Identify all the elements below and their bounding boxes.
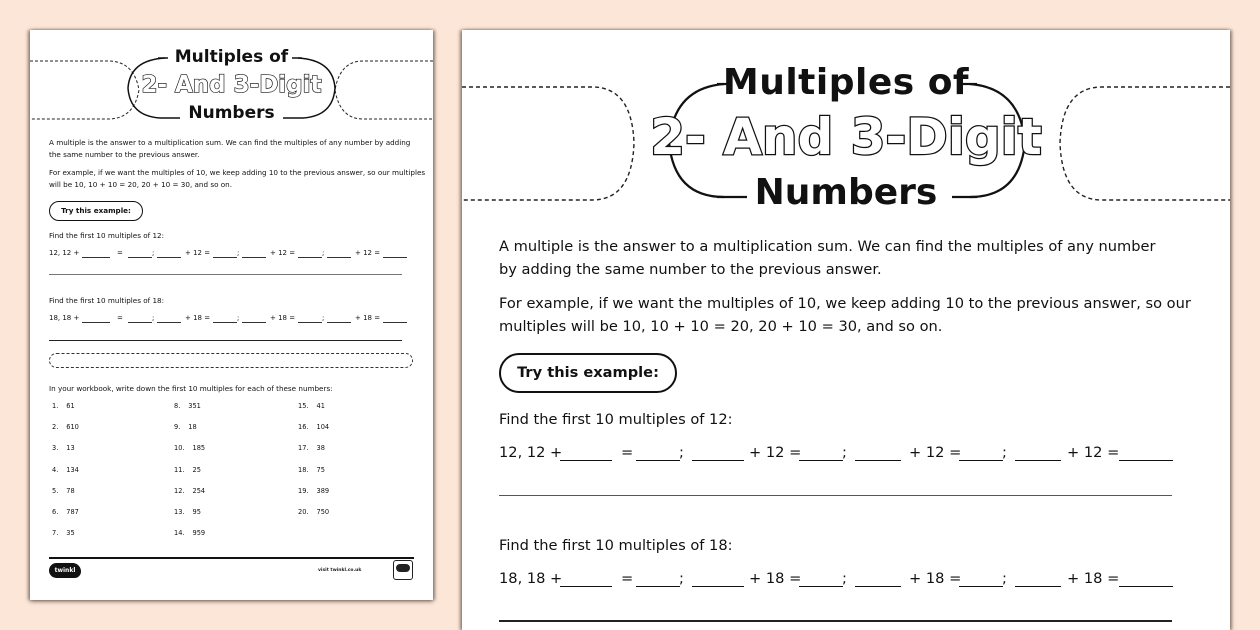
list-item: 3. 13 [52, 444, 75, 452]
title-banner [462, 30, 1230, 220]
example-paragraph [499, 292, 1209, 338]
answer-blank[interactable] [855, 444, 901, 461]
equation-row-18 [499, 570, 1177, 592]
separator: ; [237, 249, 240, 257]
list-item: 12. 254 [174, 487, 206, 495]
separator: ; [842, 444, 847, 461]
list-item: 20. 750 [298, 508, 330, 516]
equation-row-12 [49, 249, 405, 260]
visit-link[interactable]: visit twinkl.co.uk [318, 568, 362, 573]
question-prompt-12: Find the first 10 multiples of 12: [499, 411, 733, 428]
step-text: + 12 = [909, 444, 962, 461]
answer-blank[interactable] [692, 570, 744, 587]
list-instruction: In your workbook, write down the first 10 multiples for each of these numbers: [49, 384, 333, 393]
list-item: 17. 38 [298, 444, 325, 452]
separator: ; [679, 444, 684, 461]
equals-sign: = [117, 249, 123, 257]
separator: ; [1002, 570, 1007, 587]
separator: ; [322, 249, 325, 257]
answer-blank[interactable] [383, 249, 407, 258]
question-prompt-18: Find the first 10 multiples of 18: [49, 296, 165, 305]
step-text: + 18 = [909, 570, 962, 587]
list-item: 4. 134 [52, 466, 79, 474]
answer-blank[interactable] [636, 570, 680, 587]
answer-blank[interactable] [959, 444, 1003, 461]
step-text: + 12 = [1067, 444, 1120, 461]
list-item: 18. 75 [298, 466, 325, 474]
separator: ; [1002, 444, 1007, 461]
separator: ; [152, 249, 155, 257]
example-line-1: For example, if we want the multiples of 10, we keep adding 10 to the previous answer, so our [499, 295, 1191, 312]
footer-divider [49, 557, 414, 559]
answer-blank[interactable] [327, 314, 351, 323]
list-item: 1. 61 [52, 402, 75, 410]
equation-start: 18, 18 + [499, 570, 563, 587]
title-line-3: Numbers [188, 103, 275, 123]
try-example-button[interactable]: Try this example: [49, 201, 143, 221]
equation-start: 12, 12 + [499, 444, 563, 461]
list-item: 6. 787 [52, 508, 79, 516]
answer-blank[interactable] [213, 249, 240, 258]
answer-blank[interactable] [855, 570, 901, 587]
answer-blank[interactable] [157, 314, 181, 323]
step-text: + 18 = [270, 314, 296, 322]
equals-sign: = [621, 444, 634, 461]
title-line-3: Numbers [754, 172, 938, 213]
answer-blank[interactable] [1015, 570, 1061, 587]
step-text: + 12 = [355, 249, 381, 257]
list-item: 14. 959 [174, 529, 206, 537]
answer-blank[interactable] [383, 314, 407, 323]
step-text: + 18 = [1067, 570, 1120, 587]
separator: ; [322, 314, 325, 322]
step-text: + 18 = [749, 570, 802, 587]
answer-blank[interactable] [157, 249, 181, 258]
answer-blank[interactable] [560, 570, 612, 587]
list-item: 2. 610 [52, 423, 79, 431]
answer-line[interactable] [499, 620, 1172, 622]
separator: ; [679, 570, 684, 587]
title-banner [30, 30, 433, 130]
answer-line[interactable] [499, 495, 1172, 496]
answer-blank[interactable] [82, 314, 110, 323]
example-line-2: multiples will be 10, 10 + 10 = 20, 20 + 10 = 30, and so on. [499, 318, 943, 335]
intro-line-2: by adding the same number to the previous answer. [499, 261, 882, 278]
equals-sign: = [117, 314, 123, 322]
equation-row-18 [49, 314, 405, 325]
list-item: 19. 389 [298, 487, 330, 495]
step-text: + 12 = [270, 249, 296, 257]
separator: ; [152, 314, 155, 322]
answer-blank[interactable] [128, 249, 155, 258]
answer-blank[interactable] [560, 444, 612, 461]
step-text: + 12 = [185, 249, 211, 257]
answer-line[interactable] [49, 274, 402, 275]
answer-blank[interactable] [242, 314, 266, 323]
list-item: 11. 25 [174, 466, 201, 474]
worksheet-thumbnail[interactable] [30, 30, 433, 600]
equation-row-12 [499, 444, 1177, 466]
answer-blank[interactable] [799, 570, 843, 587]
intro-paragraph [499, 235, 1199, 281]
list-item: 7. 35 [52, 529, 75, 537]
intro-paragraph: A multiple is the answer to a multiplication sum. We can find the multiples of any number by adding the same number to the previous answer. [49, 138, 411, 159]
question-prompt-18: Find the first 10 multiples of 18: [499, 537, 733, 554]
answer-blank[interactable] [298, 314, 325, 323]
answer-blank[interactable] [692, 444, 744, 461]
equals-sign: = [621, 570, 634, 587]
list-item: 5. 78 [52, 487, 75, 495]
intro-line-1: A multiple is the answer to a multiplication sum. We can find the multiples of any number [499, 238, 1156, 255]
answer-blank[interactable] [636, 444, 680, 461]
answer-blank[interactable] [128, 314, 155, 323]
title-line-2: 2- And 3-Digit [141, 72, 322, 98]
title-line-1: Multiples of [174, 47, 289, 67]
answer-blank[interactable] [298, 249, 325, 258]
step-text: + 18 = [355, 314, 381, 322]
quality-badge-icon [393, 560, 413, 580]
list-item: 13. 95 [174, 508, 201, 516]
numbers-list [52, 402, 392, 542]
title-line-2: 2- And 3-Digit [650, 108, 1042, 166]
answer-blank[interactable] [213, 314, 240, 323]
separator: ; [842, 570, 847, 587]
list-item: 15. 41 [298, 402, 325, 410]
answer-blank[interactable] [327, 249, 351, 258]
example-paragraph: For example, if we want the multiples of 10, we keep adding 10 to the previous answer, so our multiples will be 10, 10 + 10 = 20, 20 + 10 = 30, and so on. [49, 168, 426, 189]
worksheet-zoomed[interactable] [462, 30, 1230, 630]
answer-blank[interactable] [1119, 444, 1173, 461]
twinkl-logo: twinkl [49, 563, 81, 578]
separator: ; [237, 314, 240, 322]
list-item: 8. 351 [174, 402, 201, 410]
answer-blank[interactable] [799, 444, 843, 461]
dashed-divider-box [49, 353, 413, 368]
try-example-button[interactable]: Try this example: [499, 353, 677, 393]
question-prompt-12: Find the first 10 multiples of 12: [49, 231, 165, 240]
answer-blank[interactable] [242, 249, 266, 258]
equation-start: 18, 18 + [49, 314, 80, 322]
answer-blank[interactable] [1119, 570, 1173, 587]
answer-line[interactable] [49, 340, 402, 341]
step-text: + 18 = [185, 314, 211, 322]
list-item: 10. 185 [174, 444, 206, 452]
answer-blank[interactable] [1015, 444, 1061, 461]
list-item: 9. 18 [174, 423, 197, 431]
title-line-1: Multiples of [722, 62, 970, 103]
step-text: + 12 = [749, 444, 802, 461]
list-item: 16. 104 [298, 423, 330, 431]
equation-start: 12, 12 + [49, 249, 80, 257]
answer-blank[interactable] [82, 249, 110, 258]
answer-blank[interactable] [959, 570, 1003, 587]
